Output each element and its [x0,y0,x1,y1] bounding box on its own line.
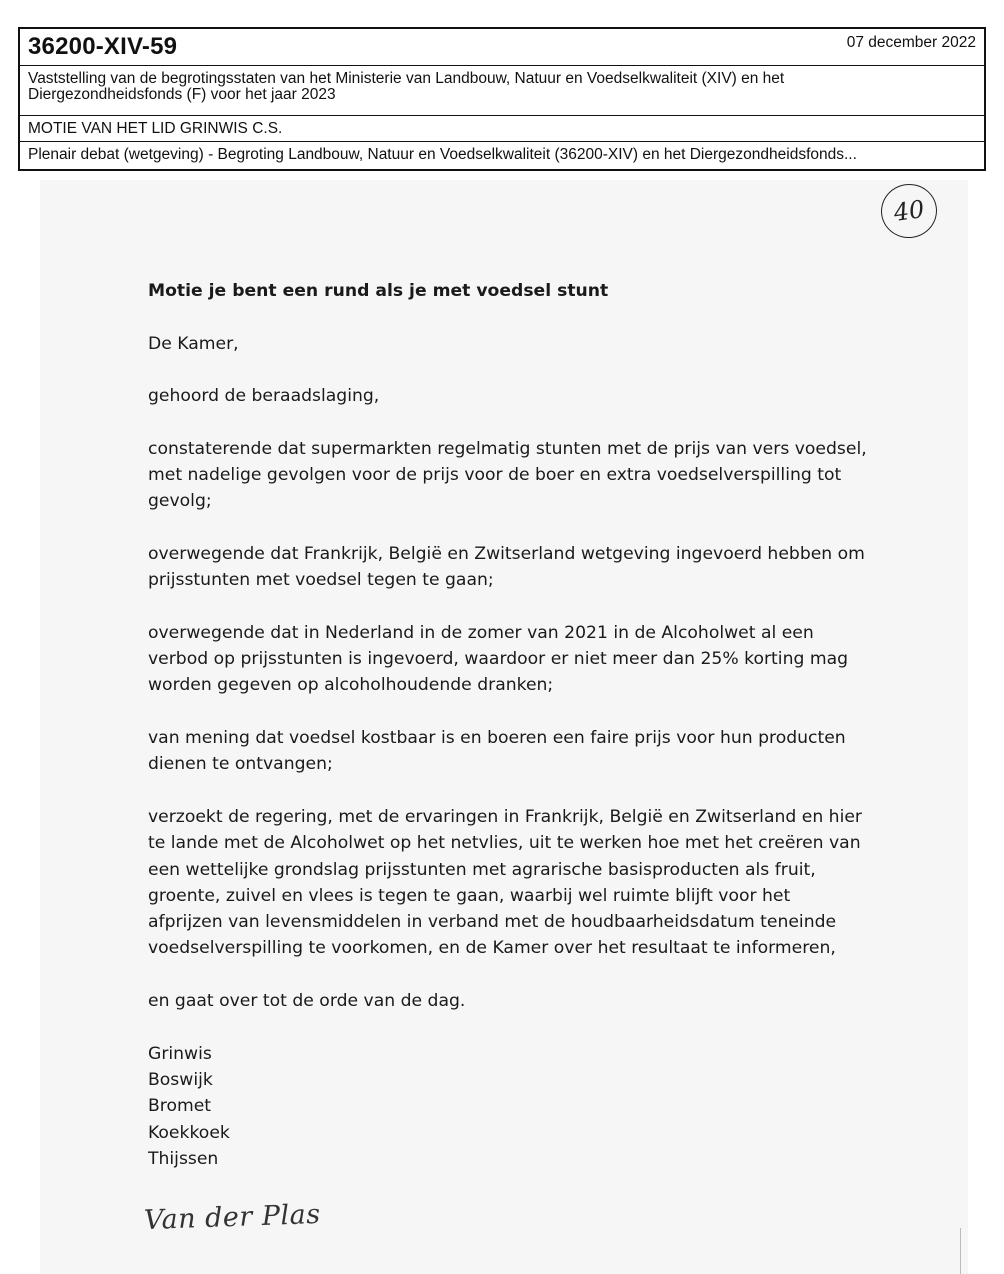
signer: Boswijk [148,1069,213,1090]
motion-paragraph-2: overwegende dat Frankrijk, België en Zwitserland wetgeving ingevoerd hebben om prijsstunten met voedsel tegen te gaan; [148,543,865,591]
signer: Grinwis [148,1043,212,1064]
header-motion-type-row [20,116,984,142]
motion-paragraph-5: verzoekt de regering, met de ervaringen in Frankrijk, België en Zwitserland en hier te lande met de Alcoholwet op het netvlies, uit te werken hoe met het creëren van een wettelijke grondslag prijsstunten met agrarische basisproducten als fruit, groente, zuivel en vlees is tegen te gaan, waarbij wel ruimte blijft voor het afprijzen van levensmiddelen in verband met de houdbaarheidsdatum teneinde voedselverspilling te voorkomen, en de Kamer over het resultaat te informeren, [148,806,862,959]
document-header [18,27,986,171]
handwritten-signer: Van der Plas [143,1198,322,1237]
debate-title: Plenair debat (wetgeving) - Begroting Landbouw, Natuur en Voedselkwaliteit (36200-XIV) en het Diergezondheidsfonds... [28,146,857,163]
motion-title: Motie je bent een rund als je met voedsel stunt [148,281,609,301]
document-title-line1: Vaststelling van de begrotingsstaten van het Ministerie van Landbouw, Natuur en Voedselkwaliteit (XIV) en het [28,70,785,87]
header-title-row [20,66,984,116]
signer: Koekkoek [148,1122,230,1143]
motion-type: MOTIE VAN HET LID GRINWIS C.S. [28,120,283,137]
motion-heard: gehoord de beraadslaging, [148,386,380,407]
signer: Bromet [148,1096,212,1117]
header-debate-row [20,142,984,169]
document-date: 07 december 2022 [846,34,976,51]
scan-edge-mark [960,1228,961,1274]
document-id: 36200-XIV-59 [28,33,178,60]
motion-paragraph-3: overwegende dat in Nederland in de zomer van 2021 in de Alcoholwet al een verbod op prijsstunten is ingevoerd, waardoor er niet meer dan 25% korting mag worden gegeven op alcoholhoudende dranken; [148,622,849,696]
page-number-text: 40 [891,195,927,227]
motion-closing: en gaat over tot de orde van de dag. [148,991,466,1012]
motion-paragraph-1: constaterende dat supermarkten regelmatig stunten met de prijs van vers voedsel, met nadelige gevolgen voor de prijs voor de boer en extra voedselverspilling tot gevolg; [148,438,867,512]
header-id-row [20,29,984,66]
motion-body [148,278,868,1172]
document-title-line2: Diergezondheidsfonds (F) voor het jaar 2023 [28,86,336,103]
motion-salutation: De Kamer, [148,333,239,354]
motion-paragraph-4: van mening dat voedsel kostbaar is en boeren een faire prijs voor hun producten dienen te ontvangen; [148,728,846,775]
signer: Thijssen [148,1148,219,1169]
signer-list [148,1041,868,1172]
